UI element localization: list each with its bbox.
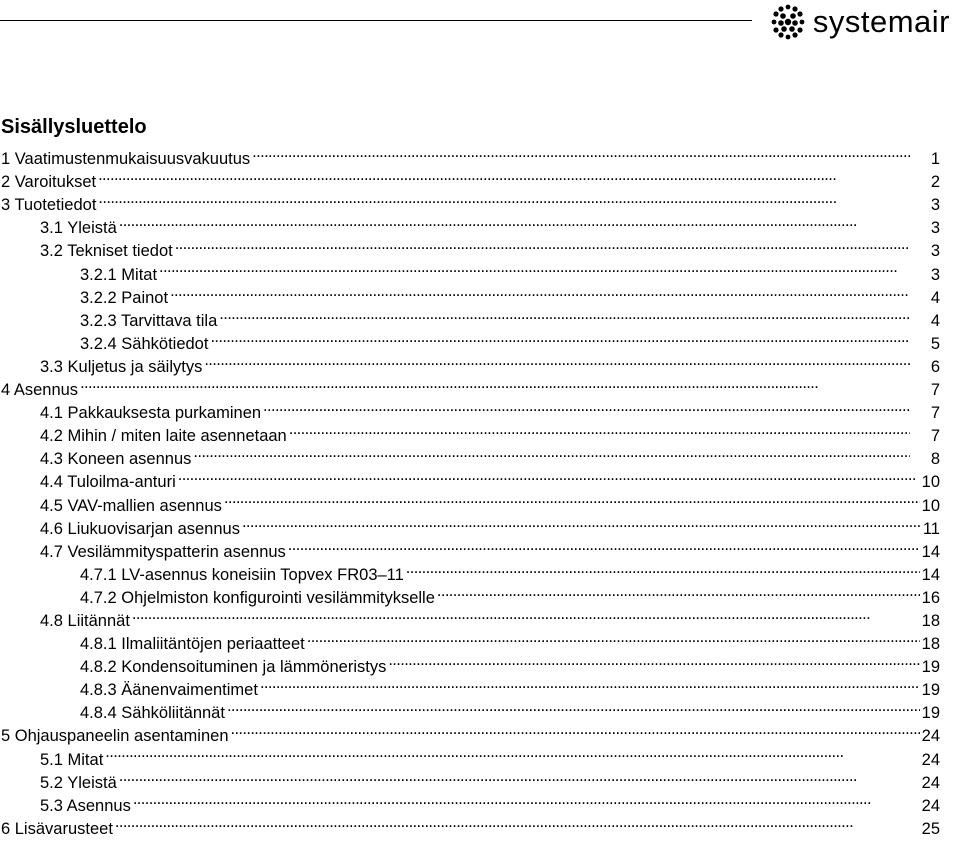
- toc-dot-leader: [132, 603, 920, 626]
- toc-entry[interactable]: [0, 372, 940, 400]
- toc-entry-label: 4.7.1 LV-asennus koneisiin Topvex FR03–11: [80, 565, 404, 584]
- toc-entry-label: 4.6 Liukuovisarjan asennus: [40, 519, 240, 538]
- toc-dot-leader: [289, 418, 910, 441]
- header-rule: [0, 20, 752, 21]
- toc-entry-page-number: 3: [930, 196, 940, 215]
- toc-entry-label: 4.8.3 Äänenvaimentimet: [80, 681, 258, 700]
- toc-dot-leader: [178, 464, 920, 487]
- toc-dot-leader: [105, 741, 919, 764]
- toc-entry[interactable]: [0, 765, 940, 792]
- toc-entry-label: 4.7 Vesilämmityspatterin asennus: [40, 542, 286, 561]
- toc-entry-label: 3.2.4 Sähkötiedot: [80, 334, 209, 353]
- toc-entry-label: 2 Varoitukset: [1, 173, 97, 192]
- toc-entry-page-number: 7: [930, 427, 940, 446]
- toc-entry-page-number: 24: [921, 727, 940, 746]
- toc-entry[interactable]: [0, 603, 940, 630]
- toc-entry-label: 4.8.4 Sähköliitännät: [80, 704, 225, 723]
- toc-entry-page-number: 18: [921, 635, 940, 654]
- toc-entry[interactable]: [0, 164, 940, 192]
- toc-entry-label: 6 Lisävarusteet: [1, 819, 113, 838]
- toc-entry-page-number: 4: [930, 311, 940, 330]
- toc-entry-label: 4.5 VAV-mallien asennus: [40, 496, 222, 515]
- toc-dot-leader: [437, 580, 920, 603]
- toc-entry-page-number: 18: [921, 611, 940, 630]
- toc-entry-page-number: 4: [930, 288, 940, 307]
- toc-entry-label: 4.7.2 Ohjelmiston konfigurointi vesilämmitykselle: [80, 588, 435, 607]
- toc-dot-leader: [388, 649, 919, 672]
- toc-dot-leader: [288, 534, 920, 557]
- toc-entry-page-number: 3: [930, 242, 940, 261]
- toc-list: [0, 141, 940, 838]
- toc-entry-page-number: 7: [930, 404, 940, 423]
- toc-dot-leader: [193, 441, 910, 464]
- toc-entry-label: 3.2.1 Mitat: [80, 265, 158, 284]
- toc-dot-leader: [115, 811, 920, 834]
- toc-entry-label: 5 Ohjauspaneelin asentaminen: [1, 727, 229, 746]
- toc-entry[interactable]: [0, 741, 940, 769]
- toc-entry-page-number: 24: [921, 773, 940, 792]
- toc-entry-label: 4.2 Mihin / miten laite asennetaan: [40, 427, 287, 446]
- toc-dot-leader: [242, 511, 920, 534]
- toc-entry-label: 4.8 Liitännät: [40, 611, 130, 630]
- toc-dot-leader: [204, 349, 910, 372]
- toc-dot-leader: [224, 487, 920, 510]
- brand-logo: [769, 2, 950, 42]
- toc-entry-page-number: 3: [930, 219, 940, 238]
- toc-entry[interactable]: [0, 395, 940, 423]
- toc-dot-leader: [175, 233, 910, 256]
- toc-entry[interactable]: [0, 233, 940, 261]
- toc-entry-label: 5.3 Asennus: [40, 796, 131, 815]
- toc-dot-leader: [98, 164, 910, 187]
- toc-entry-label: 3.2 Tekniset tiedot: [40, 242, 173, 261]
- toc-entry[interactable]: [0, 210, 940, 238]
- toc-entry-page-number: 19: [921, 704, 940, 723]
- toc-entry-label: 3 Tuotetiedot: [1, 196, 97, 215]
- toc-entry-page-number: 5: [930, 334, 940, 353]
- toc-entry-page-number: 19: [921, 681, 940, 700]
- toc-entry-label: 1 Vaatimustenmukaisuusvakuutus: [1, 150, 251, 169]
- toc-entry-page-number: 3: [930, 265, 940, 284]
- toc-entry-page-number: 6: [930, 357, 940, 376]
- toc-dot-leader: [406, 557, 920, 580]
- toc-dot-leader: [227, 695, 920, 718]
- toc-entry[interactable]: [0, 141, 940, 169]
- toc-entry-page-number: 14: [921, 565, 940, 584]
- toc-entry-page-number: 24: [921, 750, 940, 769]
- toc-entry-page-number: 2: [930, 173, 940, 192]
- toc-dot-leader: [252, 141, 910, 164]
- toc-entry-label: 5.1 Mitat: [40, 750, 104, 769]
- toc-entry-page-number: 16: [921, 588, 940, 607]
- toc-entry-page-number: 1: [930, 150, 940, 169]
- toc-entry-page-number: 25: [921, 819, 940, 838]
- toc-dot-leader: [119, 765, 920, 788]
- toc-dot-leader: [263, 395, 910, 418]
- toc-title: Sisällysluettelo: [1, 116, 147, 138]
- brand-name: systemair: [812, 4, 950, 39]
- toc-dot-leader: [260, 672, 920, 695]
- toc-entry-label: 3.3 Kuljetus ja säilytys: [40, 357, 203, 376]
- toc-entry-label: 4.8.2 Kondensoituminen ja lämmöneristys: [80, 658, 387, 677]
- toc-dot-leader: [307, 626, 920, 649]
- toc-entry[interactable]: [0, 788, 940, 815]
- toc-dot-leader: [231, 718, 920, 741]
- toc-entry-label: 3.2.2 Painot: [80, 288, 169, 307]
- toc-entry-label: 4.3 Koneen asennus: [40, 450, 192, 469]
- toc-entry-label: 3.2.3 Tarvittava tila: [80, 311, 218, 330]
- toc-entry-label: 4.1 Pakkauksesta purkaminen: [40, 404, 262, 423]
- toc-entry-label: 5.2 Yleistä: [40, 773, 117, 792]
- toc-dot-leader: [210, 326, 910, 349]
- toc-dot-leader: [219, 303, 910, 326]
- toc-dot-leader: [159, 256, 910, 279]
- toc-entry-label: 4 Asennus: [1, 381, 79, 400]
- toc-entry-page-number: 14: [921, 542, 940, 561]
- toc-entry-page-number: 8: [930, 450, 940, 469]
- toc-entry-page-number: 7: [930, 381, 940, 400]
- toc-entry-label: 4.8.1 Ilmaliitäntöjen periaatteet: [80, 635, 305, 654]
- toc-entry-page-number: 10: [921, 473, 940, 492]
- toc-entry-label: 3.1 Yleistä: [40, 219, 117, 238]
- toc-dot-leader: [170, 280, 910, 303]
- toc-entry-page-number: 10: [921, 496, 940, 515]
- toc-entry-page-number: 11: [922, 519, 940, 538]
- toc-entry-page-number: 24: [921, 796, 940, 815]
- toc-dot-leader: [133, 788, 920, 811]
- toc-dot-leader: [80, 372, 910, 395]
- toc-entry[interactable]: [0, 811, 940, 838]
- toc-dot-leader: [119, 210, 910, 233]
- toc-entry-label: 4.4 Tuloilma-anturi: [40, 473, 176, 492]
- toc-entry[interactable]: [0, 626, 940, 654]
- toc-entry[interactable]: [0, 187, 940, 215]
- toc-dot-leader: [98, 187, 910, 210]
- systemair-logo-icon: [769, 3, 807, 41]
- toc-entry-page-number: 19: [921, 658, 940, 677]
